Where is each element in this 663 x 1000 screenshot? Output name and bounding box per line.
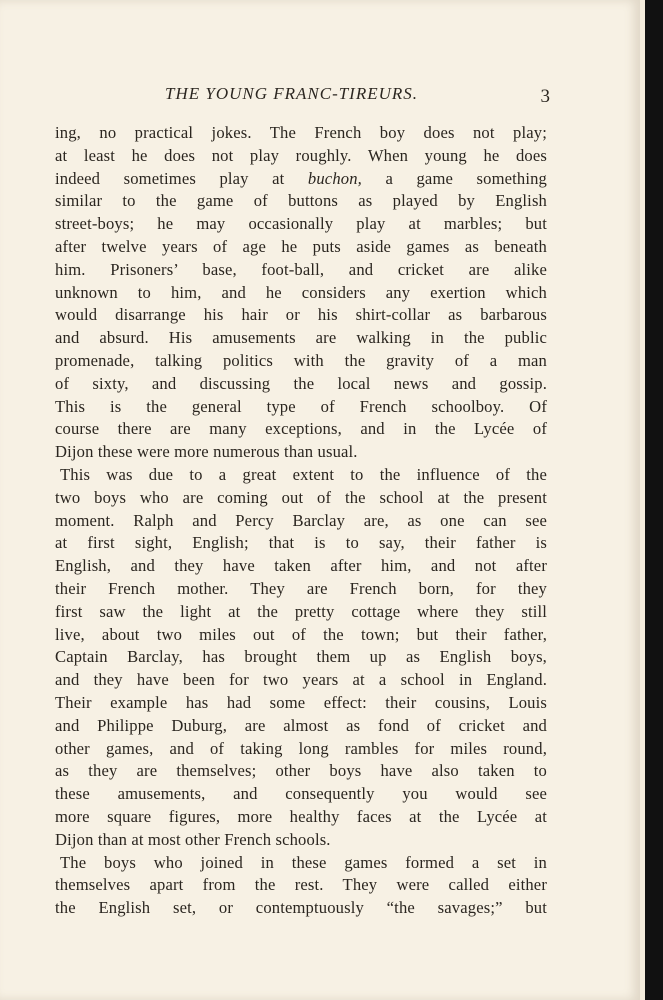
running-title: THE YOUNG FRANC-TIREURS. — [165, 84, 419, 103]
text-line: Captain Barclay, has brought them up as English boys, — [55, 647, 547, 667]
text-line: their French mother. They are French born, for they — [55, 578, 547, 598]
scan-border — [645, 0, 663, 1000]
text-line: would disarrange his hair or his shirt-collar as barbarous — [55, 305, 547, 325]
text-line: the English set, or contemptuously “the savages;” but — [55, 898, 547, 918]
text-line: these amusements, and consequently you would see — [55, 784, 547, 804]
text-line: This was due to a great extent to the influence of the — [60, 464, 547, 484]
text-line: promenade, talking politics with the gravity of a man — [55, 350, 547, 370]
text-line: course there are many exceptions, and in the Lycée of — [55, 419, 547, 439]
text-line: English, and they have taken after him, and not after — [55, 556, 547, 576]
text-line: other games, and of taking long rambles for miles round, — [55, 738, 547, 758]
text-line: of sixty, and discussing the local news and gossip. — [55, 373, 547, 393]
text-line: and Philippe Duburg, are almost as fond of cricket and — [55, 715, 547, 735]
page-header — [55, 84, 550, 108]
text-line: two boys who are coming out of the school at the present — [55, 487, 547, 507]
text-segment: indeed sometimes play at — [55, 168, 308, 188]
text-line: at first sight, English; that is to say, their father is — [55, 533, 547, 553]
text-line: and they have been for two years at a school in England. — [55, 670, 547, 690]
text-line: more square figures, more healthy faces at the Lycée at — [55, 806, 547, 826]
text-line: unknown to him, and he considers any exertion which — [55, 282, 547, 302]
page-number: 3 — [540, 86, 550, 107]
italic-word: buchon, — [307, 168, 362, 188]
text-line: live, about two miles out of the town; but their father, — [55, 624, 547, 644]
text-line: The boys who joined in these games formed a set in — [60, 852, 547, 872]
text-line: This is the general type of French schoolboy. Of — [55, 396, 547, 416]
text-line: Their example has had some effect: their cousins, Louis — [55, 692, 547, 712]
body-text — [55, 122, 547, 920]
text-line: similar to the game of buttons as played by English — [55, 191, 547, 211]
text-line: him. Prisoners’ base, foot-ball, and cricket are alike — [55, 259, 547, 279]
text-line: first saw the light at the pretty cottage where they still — [55, 601, 547, 621]
text-line: after twelve years of age he puts aside games as beneath — [55, 236, 547, 256]
text-line: at least he does not play roughly. When young he does — [55, 145, 547, 165]
text-segment: a game something — [361, 168, 547, 188]
text-line: ing, no practical jokes. The French boy does not play; — [55, 123, 547, 142]
text-line — [55, 168, 547, 191]
text-line: moment. Ralph and Percy Barclay are, as one can see — [55, 510, 547, 530]
text-line: and absurd. His amusements are walking in the public — [55, 328, 547, 348]
text-line: as they are themselves; other boys have also taken to — [55, 761, 547, 781]
text-line: street-boys; he may occasionally play at marbles; but — [55, 214, 547, 234]
text-line: Dijon these were more numerous than usual. — [55, 442, 358, 462]
text-line: Dijon than at most other French schools. — [55, 829, 331, 849]
text-line: themselves apart from the rest. They were called either — [55, 875, 547, 895]
